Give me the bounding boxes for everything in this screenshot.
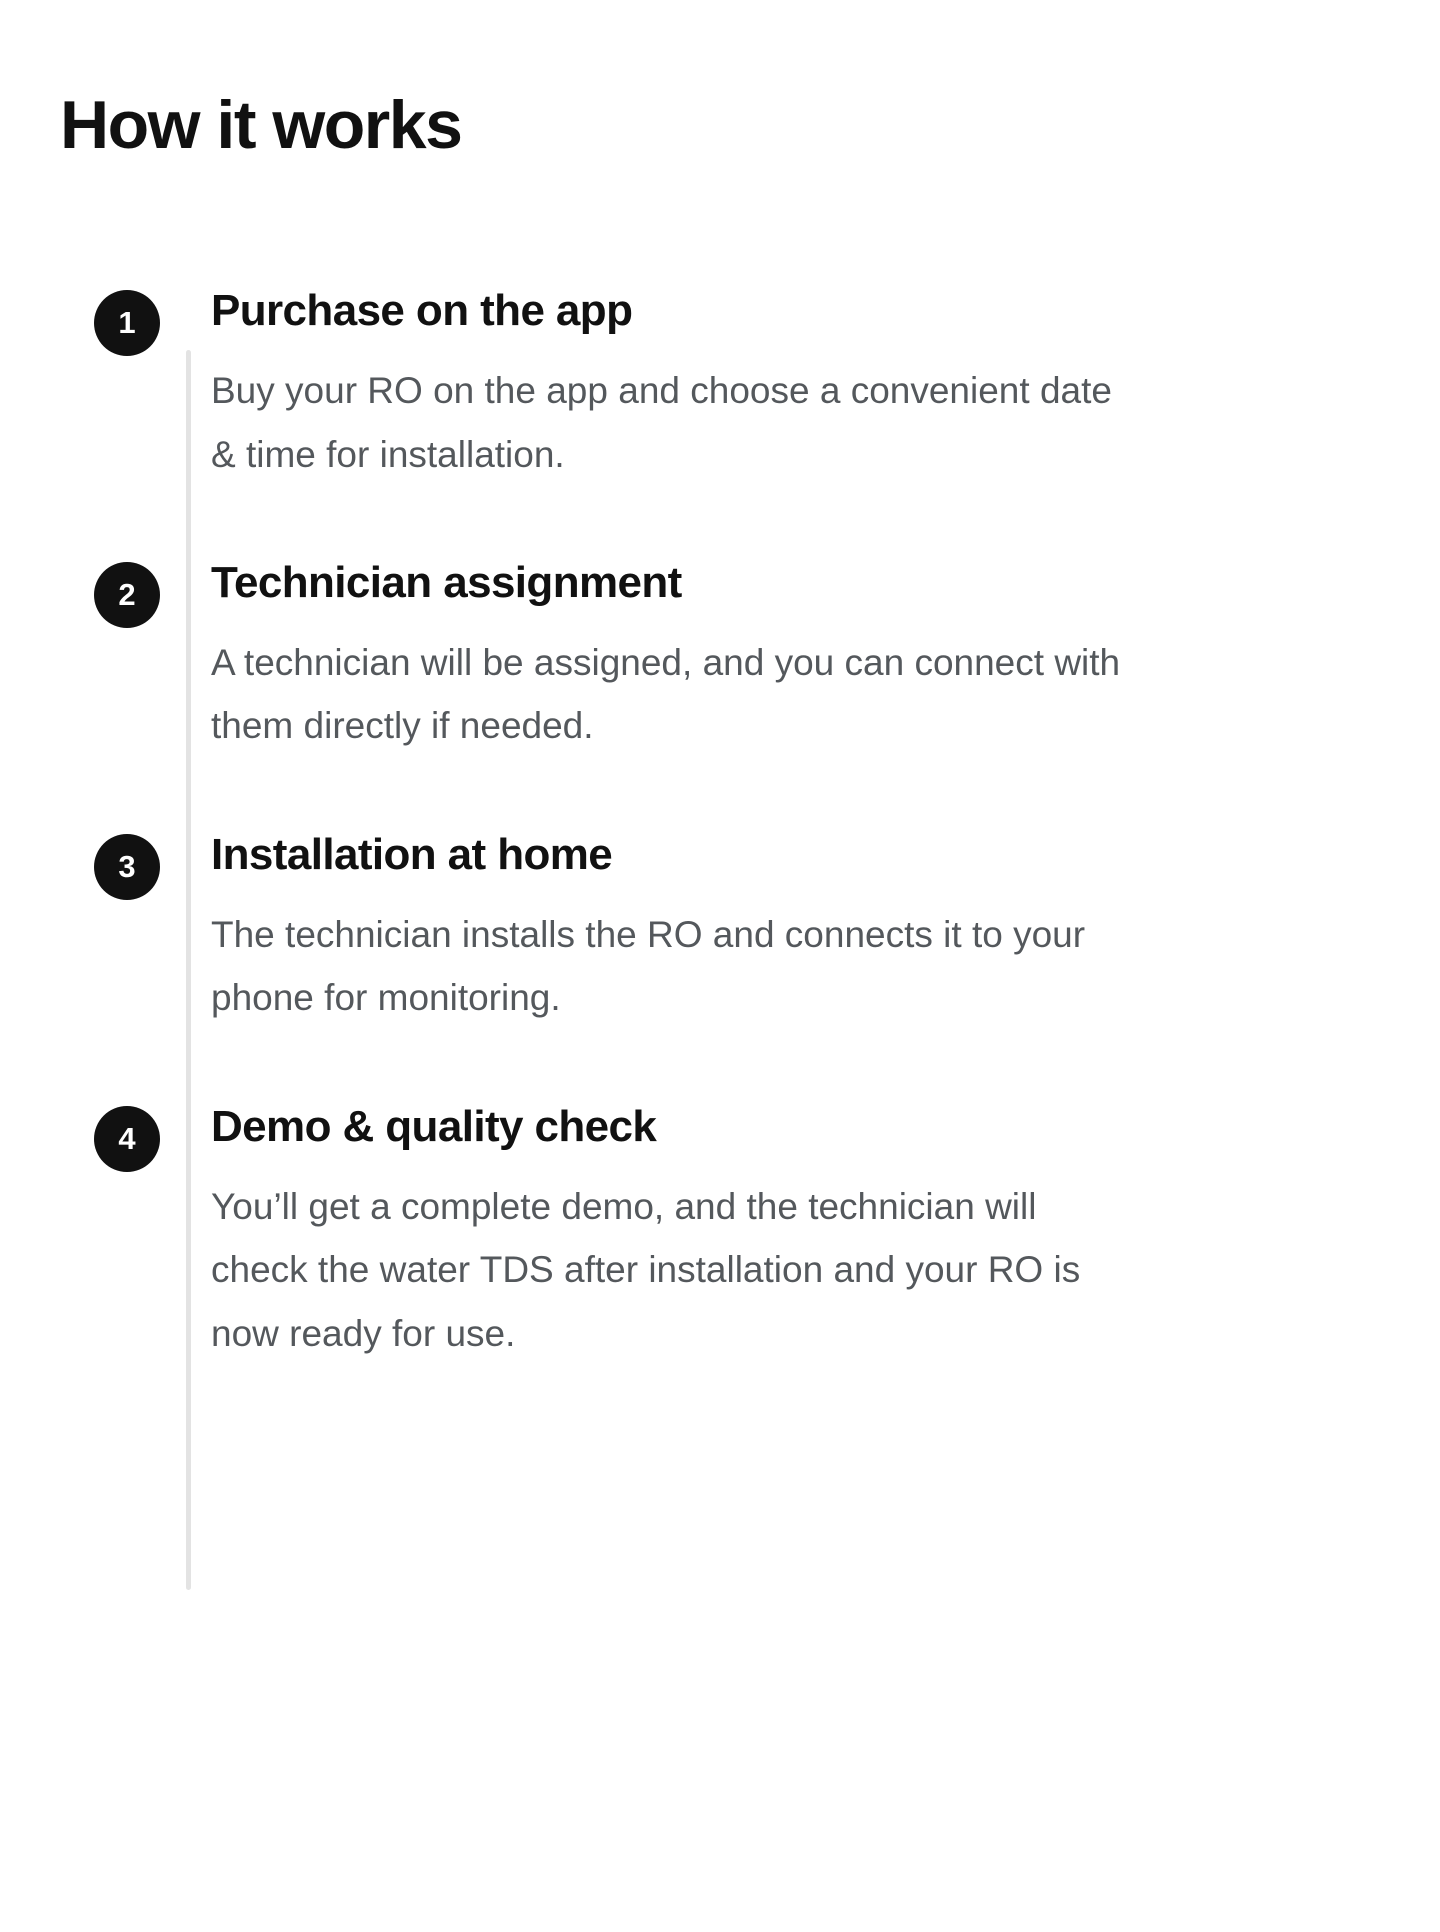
step-item-1 [60, 286, 1380, 486]
step-title-3: Installation at home [211, 830, 613, 880]
step-item-2 [60, 558, 1380, 758]
step-item-4 [60, 1102, 1380, 1365]
step-description-2: A technician will be assigned, and you can connect with them directly if needed. [211, 641, 1121, 747]
step-title-1: Purchase on the app [211, 286, 633, 336]
step-title-4: Demo & quality check [211, 1101, 657, 1151]
step-item-3 [60, 830, 1380, 1030]
step-content-1 [211, 286, 1181, 486]
step-title-2: Technician assignment [211, 558, 682, 608]
step-description-3: The technician installs the RO and connects it to your phone for monitoring. [211, 913, 1086, 1019]
page-title: How it works [60, 87, 462, 163]
step-content-4 [211, 1102, 1181, 1365]
step-content-3 [211, 830, 1181, 1030]
step-content-2 [211, 558, 1181, 758]
step-number-badge-1: 1 [94, 290, 160, 356]
step-description-1: Buy your RO on the app and choose a convenient date & time for installation. [211, 369, 1112, 475]
step-number-badge-3: 3 [94, 834, 160, 900]
step-description-4: You’ll get a complete demo, and the technician will check the water TDS after installation and your RO is now ready for use. [211, 1185, 1081, 1354]
steps-timeline [60, 286, 1380, 1365]
step-number-badge-2: 2 [94, 562, 160, 628]
step-number-badge-4: 4 [94, 1106, 160, 1172]
